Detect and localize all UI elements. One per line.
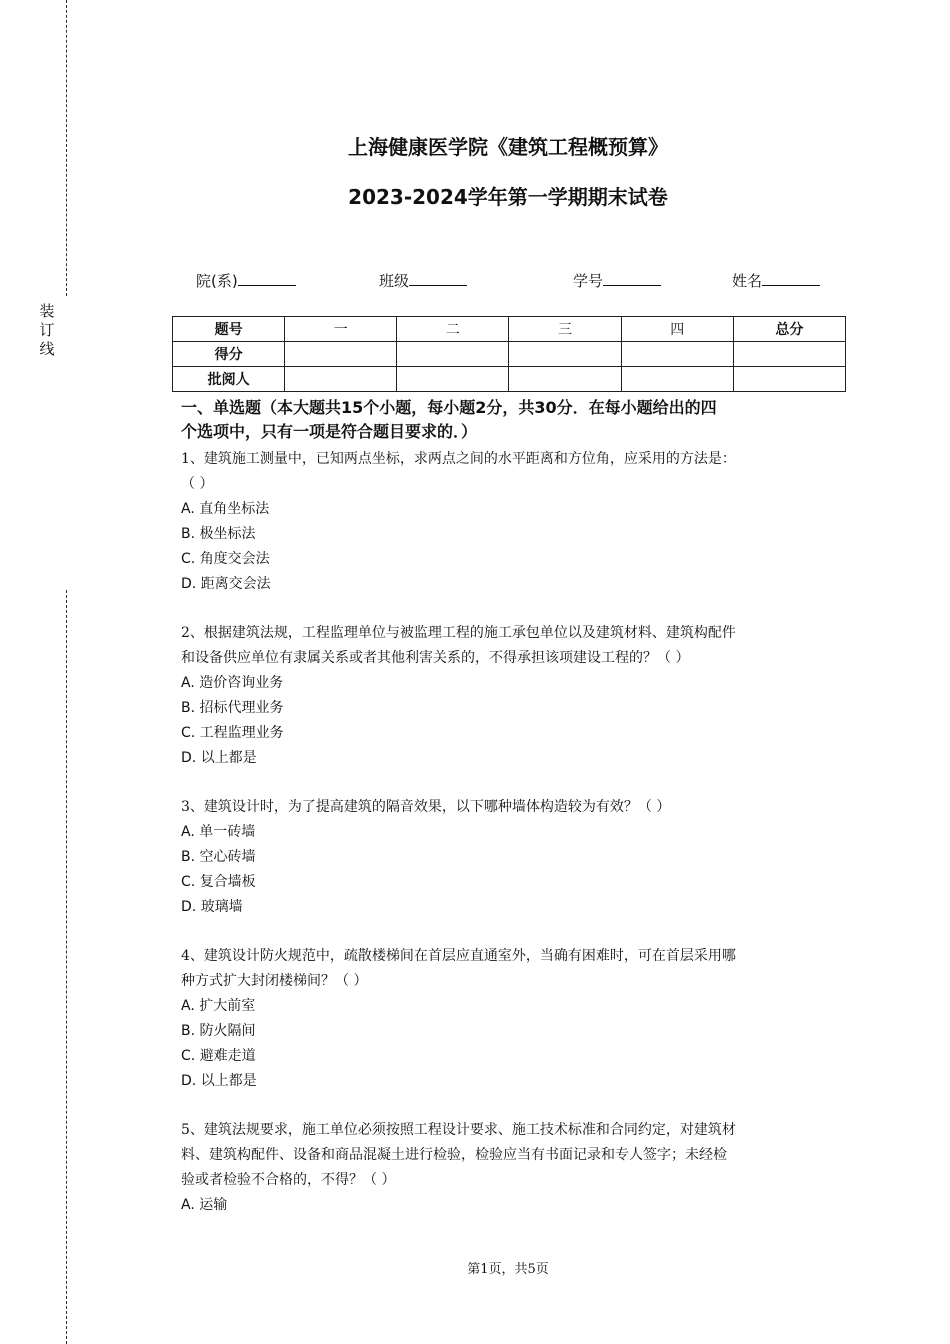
option-a[interactable] bbox=[181, 497, 841, 522]
option-b[interactable] bbox=[181, 522, 841, 547]
student-id-field[interactable] bbox=[573, 270, 661, 291]
option-c[interactable] bbox=[181, 1044, 841, 1069]
option-text: 极坐标法 bbox=[199, 526, 256, 542]
student-id-label: 学号 bbox=[573, 272, 604, 290]
department-label: 院(系) bbox=[196, 272, 238, 290]
option-d[interactable] bbox=[181, 1069, 841, 1094]
binding-char: 线 bbox=[39, 340, 55, 358]
question-4 bbox=[181, 944, 841, 1094]
name-label: 姓名 bbox=[732, 272, 763, 290]
question-5 bbox=[181, 1118, 841, 1218]
student-id-blank[interactable] bbox=[603, 271, 661, 286]
reviewer-cell[interactable] bbox=[621, 367, 733, 392]
score-cell[interactable] bbox=[733, 342, 845, 367]
binding-char: 订 bbox=[39, 321, 55, 339]
option-text: 空心砖墙 bbox=[199, 849, 256, 865]
score-table-header-cell: 题号 bbox=[173, 317, 285, 342]
option-letter: B. bbox=[181, 526, 196, 542]
option-letter: B. bbox=[181, 1023, 196, 1039]
score-table bbox=[172, 316, 846, 392]
option-a[interactable] bbox=[181, 1193, 841, 1218]
question-text: 料、建筑构配件、设备和商品混凝土进行检验，检验应当有书面记录和专人签字；未经检 bbox=[181, 1147, 727, 1163]
option-letter: B. bbox=[181, 700, 196, 716]
option-letter: D. bbox=[181, 750, 197, 766]
score-table-header-cell: 总分 bbox=[733, 317, 845, 342]
score-table-header-cell: 四 bbox=[621, 317, 733, 342]
option-letter: A. bbox=[181, 824, 195, 840]
option-c[interactable] bbox=[181, 870, 841, 895]
score-table-row bbox=[173, 342, 846, 367]
option-text: 运输 bbox=[199, 1197, 228, 1213]
option-letter: A. bbox=[181, 675, 195, 691]
section-heading-line: 个选项中，只有一项是符合题目要求的．） bbox=[181, 422, 478, 441]
exam-title-term: 2023-2024学年第一学期期末试卷 bbox=[348, 185, 668, 209]
section-heading-line: 一、单选题（本大题共15个小题，每小题2分，共30分．在每小题给出的四 bbox=[181, 398, 717, 417]
question-2 bbox=[181, 621, 841, 771]
score-table-header-row bbox=[173, 317, 846, 342]
score-table-header-cell: 二 bbox=[397, 317, 509, 342]
option-c[interactable] bbox=[181, 547, 841, 572]
reviewer-cell[interactable] bbox=[285, 367, 397, 392]
question-1 bbox=[181, 447, 841, 597]
name-field[interactable] bbox=[732, 270, 820, 291]
option-b[interactable] bbox=[181, 696, 841, 721]
question-text: （ ） bbox=[181, 476, 214, 492]
option-d[interactable] bbox=[181, 572, 841, 597]
option-letter: A. bbox=[181, 1197, 195, 1213]
option-text: 防火隔间 bbox=[199, 1023, 256, 1039]
reviewer-cell[interactable] bbox=[509, 367, 621, 392]
score-table-row-label: 得分 bbox=[173, 342, 285, 367]
option-d[interactable] bbox=[181, 895, 841, 920]
reviewer-cell[interactable] bbox=[397, 367, 509, 392]
option-text: 复合墙板 bbox=[199, 874, 256, 890]
option-letter: A. bbox=[181, 501, 195, 517]
option-a[interactable] bbox=[181, 994, 841, 1019]
score-cell[interactable] bbox=[621, 342, 733, 367]
score-cell[interactable] bbox=[397, 342, 509, 367]
option-letter: C. bbox=[181, 725, 196, 741]
question-text: 种方式扩大封闭楼梯间？（ ） bbox=[181, 973, 368, 989]
binding-dashed-line-bottom bbox=[66, 590, 67, 1344]
option-letter: D. bbox=[181, 899, 197, 915]
question-text: 1、建筑施工测量中，已知两点坐标，求两点之间的水平距离和方位角，应采用的方法是： bbox=[181, 451, 736, 467]
department-field[interactable] bbox=[196, 270, 296, 291]
option-letter: D. bbox=[181, 576, 197, 592]
option-a[interactable] bbox=[181, 820, 841, 845]
score-table-row-label: 批阅人 bbox=[173, 367, 285, 392]
option-text: 玻璃墙 bbox=[200, 899, 243, 915]
option-text: 招标代理业务 bbox=[199, 700, 284, 716]
option-text: 避难走道 bbox=[199, 1048, 256, 1064]
score-table-header-cell: 一 bbox=[285, 317, 397, 342]
option-b[interactable] bbox=[181, 1019, 841, 1044]
option-b[interactable] bbox=[181, 845, 841, 870]
option-letter: B. bbox=[181, 849, 196, 865]
option-text: 扩大前室 bbox=[199, 998, 256, 1014]
department-blank[interactable] bbox=[238, 271, 296, 286]
question-text: 2、根据建筑法规，工程监理单位与被监理工程的施工承包单位以及建筑材料、建筑构配件 bbox=[181, 625, 736, 641]
question-text: 验或者检验不合格的，不得？（ ） bbox=[181, 1172, 396, 1188]
option-text: 以上都是 bbox=[200, 1073, 257, 1089]
option-letter: A. bbox=[181, 998, 195, 1014]
option-d[interactable] bbox=[181, 746, 841, 771]
question-text: 3、建筑设计时，为了提高建筑的隔音效果，以下哪种墙体构造较为有效？（ ） bbox=[181, 799, 671, 815]
option-letter: C. bbox=[181, 551, 196, 567]
score-cell[interactable] bbox=[509, 342, 621, 367]
question-text: 4、建筑设计防火规范中，疏散楼梯间在首层应直通室外，当确有困难时，可在首层采用哪 bbox=[181, 948, 736, 964]
name-blank[interactable] bbox=[762, 271, 820, 286]
option-letter: C. bbox=[181, 1048, 196, 1064]
option-letter: C. bbox=[181, 874, 196, 890]
option-text: 角度交会法 bbox=[199, 551, 270, 567]
class-blank[interactable] bbox=[409, 271, 467, 286]
option-a[interactable] bbox=[181, 671, 841, 696]
score-cell[interactable] bbox=[285, 342, 397, 367]
class-label: 班级 bbox=[379, 272, 410, 290]
question-3 bbox=[181, 795, 841, 920]
exam-title-school: 上海健康医学院《建筑工程概预算》 bbox=[348, 135, 668, 159]
class-field[interactable] bbox=[379, 270, 467, 291]
score-table-row bbox=[173, 367, 846, 392]
option-text: 造价咨询业务 bbox=[199, 675, 284, 691]
binding-label bbox=[37, 302, 57, 359]
option-text: 单一砖墙 bbox=[199, 824, 256, 840]
option-text: 以上都是 bbox=[200, 750, 257, 766]
question-text: 5、建筑法规要求，施工单位必须按照工程设计要求、施工技术标准和合同约定，对建筑材 bbox=[181, 1122, 736, 1138]
option-c[interactable] bbox=[181, 721, 841, 746]
option-text: 工程监理业务 bbox=[199, 725, 284, 741]
section-heading bbox=[181, 396, 841, 444]
question-text: 和设备供应单位有隶属关系或者其他利害关系的，不得承担该项建设工程的？（ ） bbox=[181, 650, 690, 666]
page-footer: 第1页，共5页 bbox=[467, 1262, 549, 1277]
binding-char: 装 bbox=[39, 302, 55, 320]
option-letter: D. bbox=[181, 1073, 197, 1089]
option-text: 直角坐标法 bbox=[199, 501, 270, 517]
score-table-header-cell: 三 bbox=[509, 317, 621, 342]
reviewer-cell[interactable] bbox=[733, 367, 845, 392]
exam-content bbox=[181, 396, 841, 1242]
option-text: 距离交会法 bbox=[200, 576, 271, 592]
